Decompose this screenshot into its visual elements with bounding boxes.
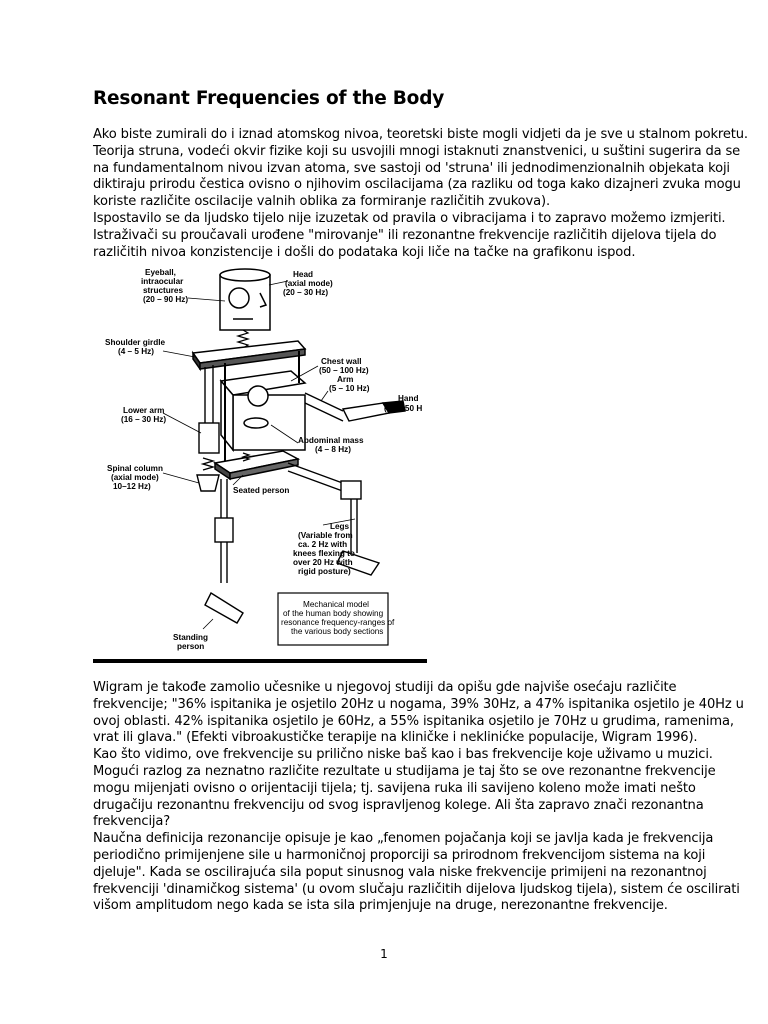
text-line: frekvencije; "36% ispitanika je osjetilo 20Hz u nogama, 39% 30Hz, a 47% ispitanika osjetilo je 40Hz u <box>93 696 744 712</box>
text-line: Teorija struna, vodeći okvir fizike koji su usvojili mnogi istaknuti znanstvenici, u suštini sugerira da se <box>93 143 741 159</box>
label-seated-person: Seated person <box>233 486 290 495</box>
label-chest-wall: Chest wall (50 – 100 Hz) <box>319 357 369 375</box>
text-line: koriste različite oscilacije valnih oblika za formiranje različitih zvukova). <box>93 194 550 210</box>
text-line: mogu mijenjati ovisno o orijentaciji tijela; tj. savijena ruka ili savijeno koleno može imati nešto <box>93 780 696 796</box>
head-shape <box>220 269 270 330</box>
figure-caption: Mechanical model of the human body showing resonance frequency-ranges of the various body sections <box>281 600 395 636</box>
label-arm: Arm (5 – 10 Hz) <box>329 375 370 393</box>
text-line: Ispostavilo se da ljudsko tijelo nije izuzetak od pravila o vibracijama i to zapravo možemo izmjeriti. <box>93 210 726 226</box>
text-line: djeluje". Kada se oscilirajuća sila poput sinusnog vala niske frekvencije primijeni na rezonantnoj <box>93 864 707 880</box>
label-legs: Legs (Variable from ca. 2 Hz with knees flexing to over 20 Hz with rigid posture) <box>293 522 355 576</box>
text-line: vrat ili glava." (Efekti vibroakustičke terapije na kliničke i neklinićke populacije, Wigram 1996). <box>93 730 698 746</box>
text-line: periodično primijenjene sile u harmoničnoj proporciji sa prirodnom frekvencijom sistema na koji <box>93 847 706 863</box>
text-line: diktiraju prirodu čestica ovisno o njihovim oscilacijama (za razliku od toga kako dizajneri zvuka mogu <box>93 177 741 193</box>
text-line: Kao što vidimo, ove frekvencije su prilično niske baš kao i bas frekvencije koje uživamo u muzici. <box>93 747 713 763</box>
label-head: Head (axial mode) (20 – 30 Hz) <box>283 270 333 297</box>
label-eyeball: Eyeball, intraocular structures (20 – 90 Hz) <box>141 268 189 304</box>
mechanical-body-model-diagram <box>93 263 427 663</box>
text-line: ovoj oblasti. 42% ispitanika osjetilo je 60Hz, a 55% ispitanika osjetilo je 70Hz u grudima, ramenima, <box>93 713 734 729</box>
text-line: višom amplitudom nego kada se ista sila primjenjuje na druge, nerezonantne frekvencije. <box>93 898 668 914</box>
text-line: Naučna definicija rezonancije opisuje je kao „fenomen pojačanja koji se javlja kada je frekvencija <box>93 831 714 847</box>
text-line: Istraživači su proučavali urođene "mirovanje" ili rezonantne frekvencije različitih dijelova tijela do <box>93 227 717 243</box>
text-line: Wigram je takođe zamolio učesnike u njegovoj studiji da opišu gde najviše osećaju različite <box>93 680 677 695</box>
text-line: Ako biste zumirali do i iznad atomskog nivoa, teoretski biste mogli vidjeti da je sve u stalnom pokretu. <box>93 127 748 142</box>
text-line: frekvenciji 'dinamičkog sistema' (u ovom slučaju različitih dijelova ljudskog tijela), sistem će oscilirati <box>93 881 740 897</box>
label-abdominal-mass: Abdominal mass (4 – 8 Hz) <box>298 436 364 454</box>
text-line: različitih nivoa konzistencije i došli do podataka koji liče na tačke na grafikonu ispod. <box>93 244 636 260</box>
label-shoulder-girdle: Shoulder girdle (4 – 5 Hz) <box>105 338 166 356</box>
chest-box-shape <box>221 371 305 450</box>
label-standing-person: Standing person <box>173 633 209 651</box>
body-resonance-figure <box>93 263 427 663</box>
text-line: Mogući razlog za neznatno različite rezultate u studijama je taj što se ove rezonantne frekvencije <box>93 763 716 779</box>
text-line: na fundamentalnom nivou izvan atoma, sve sastoji od 'struna' ili jednodimenzionalnih objekata koji <box>93 160 730 176</box>
page-number: 1 <box>380 947 388 961</box>
label-spinal-column: Spinal column (axial mode) 10–12 Hz) <box>107 464 163 491</box>
wigram-paragraph <box>93 680 744 915</box>
label-hand: Hand (30 – 50 H <box>384 394 423 413</box>
document-title: Resonant Frequencies of the Body <box>93 88 445 109</box>
intro-paragraph <box>93 127 748 261</box>
text-line: frekvencija? <box>93 814 171 830</box>
text-line: drugačiju rezonantnu frekvenciju od svog ispravljenog kolege. Ali šta zapravo znači rezonantna <box>93 797 704 813</box>
label-lower-arm: Lower arm (16 – 30 Hz) <box>121 406 167 424</box>
